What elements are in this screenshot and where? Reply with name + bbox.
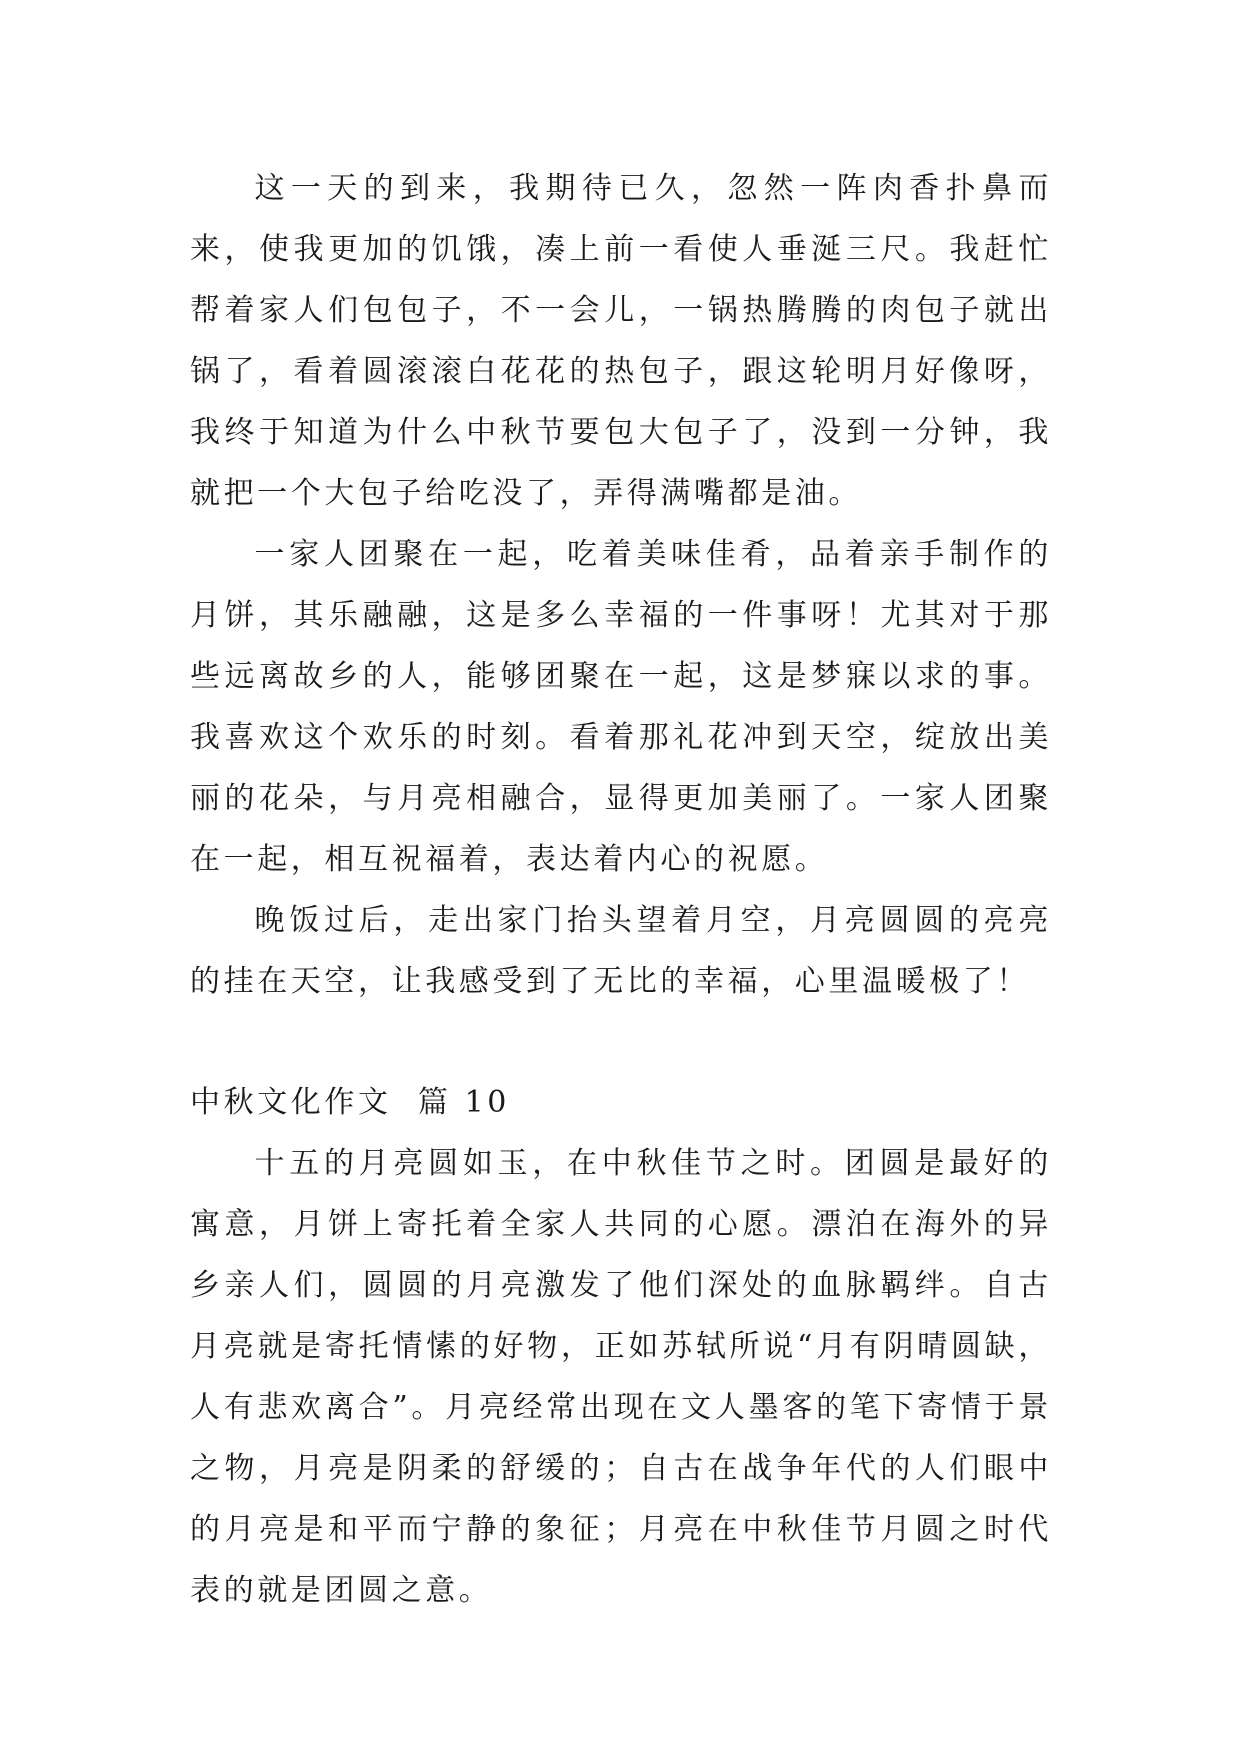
- paragraph-moon-symbolism: 十五的月亮圆如玉，在中秋佳节之时。团圆是最好的寓意，月饼上寄托着全家人共同的心愿。漂泊在海外的异乡亲人们，圆圆的月亮激发了他们深处的血脉羁绊。自古月亮就是寄托情愫的好物，正如苏轼所说“月有阴晴圆缺，人有悲欢离合”。月亮经常出现在文人墨客的笔下寄情于景之物，月亮是阴柔的舒缓的；自古在战争年代的人们眼中的月亮是和平而宁静的象征；月亮在中秋佳节月圆之时代表的就是团圆之意。: [190, 1146, 1052, 1608]
- section-heading: 中秋文化作文 篇 10: [190, 1085, 510, 1120]
- paragraph-family-reunion: 一家人团聚在一起，吃着美味佳肴，品着亲手制作的月饼，其乐融融，这是多么幸福的一件事呀！尤其对于那些远离故乡的人，能够团聚在一起，这是梦寐以求的事。我喜欢这个欢乐的时刻。看着那礼花冲到天空，绽放出美丽的花朵，与月亮相融合，显得更加美丽了。一家人团聚在一起，相互祝福着，表达着内心的祝愿。: [190, 537, 1052, 877]
- paragraph-after-dinner: 晚饭过后，走出家门抬头望着月空，月亮圆圆的亮亮的挂在天空，让我感受到了无比的幸福，心里温暖极了！: [190, 903, 1052, 999]
- paragraph-dumplings: 这一天的到来，我期待已久，忽然一阵肉香扑鼻而来，使我更加的饥饿，凑上前一看使人垂涎三尺。我赶忙帮着家人们包包子，不一会儿，一锅热腾腾的肉包子就出锅了，看着圆滚滚白花花的热包子，跟这轮明月好像呀，我终于知道为什么中秋节要包大包子了，没到一分钟，我就把一个大包子给吃没了，弄得满嘴都是油。: [190, 171, 1052, 511]
- document-body: [190, 158, 1052, 1621]
- section-spacer: [190, 1012, 1052, 1072]
